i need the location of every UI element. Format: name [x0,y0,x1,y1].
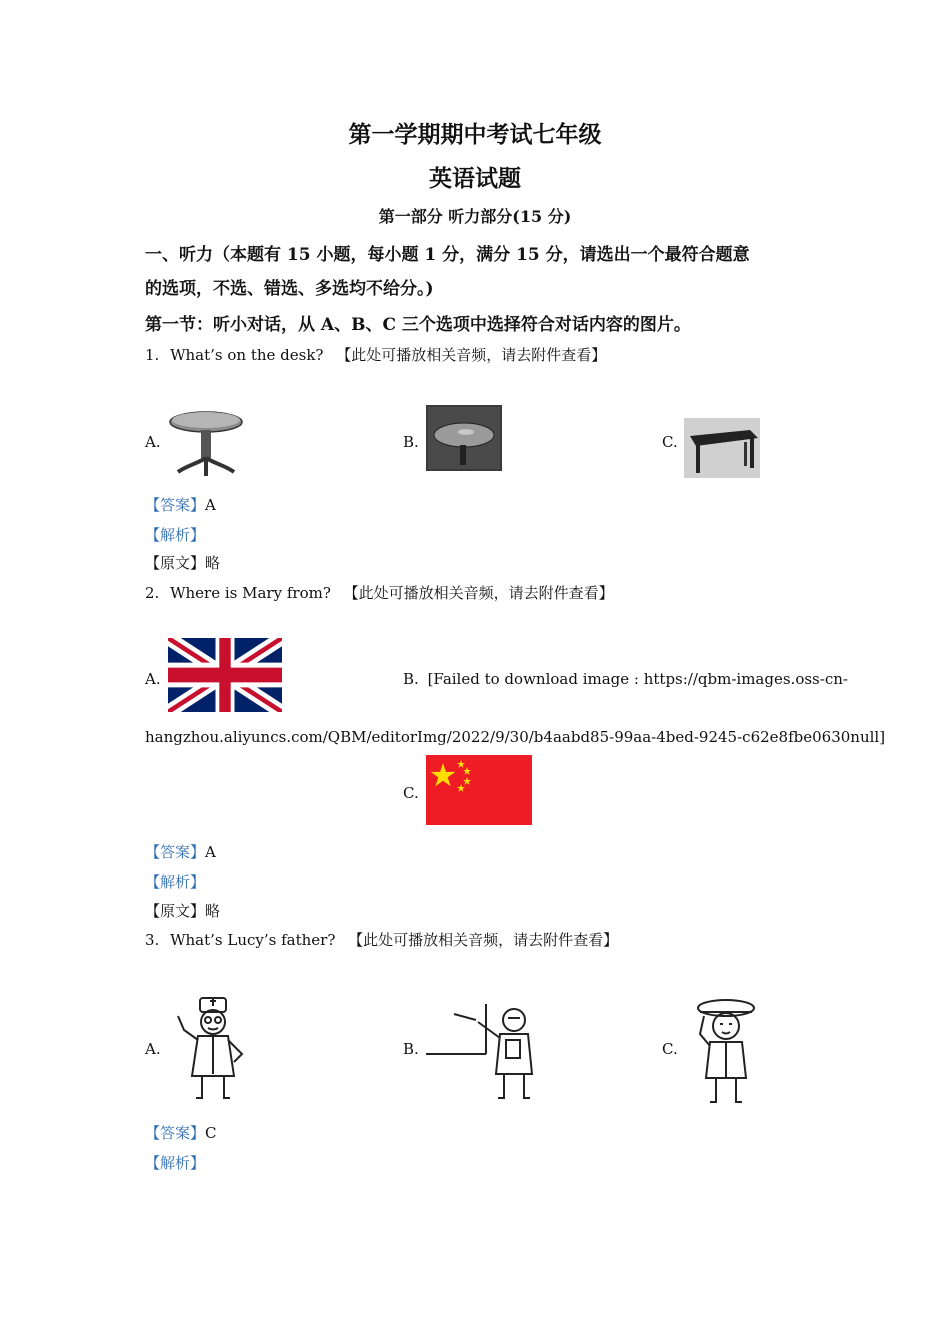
square-table-image[interactable] [684,418,760,478]
original-label: 【原文】 [145,554,206,572]
option-label-c: C. [403,784,419,802]
question-1 [145,344,606,365]
doctor-drawing[interactable] [168,996,260,1106]
page-subtitle: 英语试题 [429,165,521,192]
answer-label: 【答案】 [145,843,206,861]
original-value: 略 [205,902,221,920]
part-heading: 第一部分 听力部分(15 分) [378,207,572,226]
option-label-c: C. [662,433,678,451]
uk-flag-image[interactable] [168,638,282,712]
question-3 [145,929,618,950]
audio-note[interactable]: 【此处可播放相关音频，请去附件查看】 [348,931,619,949]
page-title: 第一学期期中考试七年级 [348,121,602,148]
original-label: 【原文】 [145,902,206,920]
police-officer-drawing[interactable] [686,994,766,1106]
answer-label: 【答案】 [145,496,206,514]
question-text: What’s on the desk? [170,346,324,364]
question-2 [145,582,614,603]
option-label-c: C. [662,1040,678,1058]
question-text: What’s Lucy’s father? [170,931,336,949]
original-row-2 [145,900,220,921]
option-label-a: A. [145,1040,161,1058]
analysis-label-1: 【解析】 [145,526,206,544]
answer-row-3 [145,1122,217,1143]
answer-row-1 [145,494,216,515]
answer-value: A [205,843,216,861]
failed-image-text-line1: [Failed to download image : https://qbm-images.oss-cn- [427,670,848,688]
question-number: 3. [145,931,160,949]
audio-note[interactable]: 【此处可播放相关音频，请去附件查看】 [336,346,607,364]
original-row-1 [145,552,220,573]
option-label-b: B. [403,670,419,688]
answer-label: 【答案】 [145,1124,206,1142]
analysis-label-2: 【解析】 [145,873,206,891]
answer-value: C [205,1124,217,1142]
answer-value: A [205,496,216,514]
question-number: 1. [145,346,160,364]
oval-table-photo[interactable] [426,405,502,471]
failed-image-text-line2: hangzhou.aliyuncs.com/QBM/editorImg/2022/9/30/b4aabd85-99aa-4bed-9245-c62e8fbe0630null] [145,728,886,746]
original-value: 略 [205,554,221,572]
question-number: 2. [145,584,160,602]
option-label-b: B. [403,433,419,451]
option-label-b: B. [403,1040,419,1058]
answer-row-2 [145,841,216,862]
option-label-a: A. [145,670,161,688]
section-intro-line2: 的选项，不选、错选、多选均不给分。) [145,279,434,299]
audio-note[interactable]: 【此处可播放相关音频，请去附件查看】 [343,584,614,602]
round-table-image[interactable] [168,406,244,478]
analysis-label-3: 【解析】 [145,1154,206,1172]
china-flag-image[interactable] [426,755,532,825]
teacher-drawing[interactable] [426,998,546,1104]
section1-heading: 第一节：听小对话，从 A、B、C 三个选项中选择符合对话内容的图片。 [145,315,691,335]
failed-image-row [403,670,848,688]
option-label-a: A. [145,433,161,451]
question-text: Where is Mary from? [170,584,331,602]
section-intro-line1: 一、听力（本题有 15 小题，每小题 1 分，满分 15 分，请选出一个最符合题意 [145,245,750,265]
